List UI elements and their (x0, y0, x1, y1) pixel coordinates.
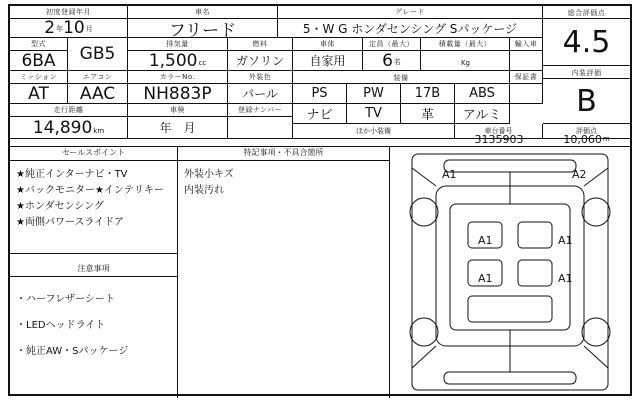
damage-mark: A1 (478, 234, 493, 247)
field-seats (363, 38, 421, 71)
label-mileage: 走行距離 (10, 104, 127, 117)
notes-title: 注意事項 (10, 254, 177, 277)
value-warranty (510, 84, 542, 103)
equip-tire: 17B (401, 84, 455, 104)
field-hoka (293, 124, 455, 139)
damage-mark: A1 (558, 234, 573, 247)
label-registration-date: 初度登録年月 (10, 6, 127, 19)
sheet-frame (8, 4, 632, 396)
field-color-code (128, 71, 228, 104)
sales-point-item: ★バックモニター★インテリキー (16, 185, 164, 196)
label-shorui: 評価点 (576, 127, 597, 135)
value-total-score: 4.5 (543, 19, 630, 66)
damage-mark: A1 (558, 272, 573, 285)
label-car-name: 車名 (128, 6, 277, 19)
label-exterior-color: 外装色 (228, 71, 292, 84)
label-displacement: 排気量 (128, 38, 227, 51)
field-aircon (68, 71, 128, 104)
equip-alloy: アルミ (455, 104, 510, 124)
label-equipment: 装備 (393, 73, 409, 82)
field-displacement (128, 38, 228, 71)
field-type-code2 (68, 38, 128, 71)
label-aircon: エアコン (68, 71, 127, 84)
field-car-name (128, 6, 278, 41)
field-load (421, 38, 510, 71)
label-total-score-cell (543, 6, 630, 19)
value-interior-grade: B (543, 79, 630, 124)
value-color-code: NH883P (143, 83, 212, 104)
label-shaken: 車検 (128, 104, 227, 117)
value-shorui: 10,060 (563, 133, 602, 146)
equip-navi: ナビ (293, 104, 347, 124)
value-mileage: 14,890 (32, 117, 93, 138)
value-type-code2: GB5 (79, 44, 116, 64)
value-seats: 6 (382, 50, 393, 71)
sales-points-list (10, 161, 177, 237)
label-fuel: 燃料 (228, 38, 292, 51)
unit-year: 年 (56, 25, 64, 33)
field-regno (228, 104, 293, 139)
field-warranty (510, 71, 543, 104)
label-import: 輸入車 (510, 38, 542, 51)
equip-pw: PW (347, 84, 401, 104)
value-grade: 5・W G ホンダセンシング Sパッケージ (302, 21, 518, 36)
value-vin: 3135903 (474, 133, 524, 146)
equip-leather: 革 (401, 104, 455, 124)
unit-load: Kg (460, 59, 471, 67)
remarks-box (178, 146, 390, 398)
damage-mark: A1 (442, 168, 457, 181)
field-grade (278, 6, 543, 38)
sales-points-title: セールスポイント (10, 146, 177, 161)
value-shaken: 年 月 (159, 121, 196, 135)
field-mileage (10, 104, 128, 139)
label-hoka: ほか小装備 (356, 127, 391, 135)
sales-point-item: ★ホンダセンシング (16, 201, 104, 212)
note-item: ・ハーフレザーシート (16, 294, 115, 305)
unit-month: 月 (85, 25, 93, 33)
field-import (510, 38, 543, 71)
sales-point-item: ★純正インターナビ・TV (16, 169, 128, 180)
label-warranty: 保証書 (510, 71, 542, 84)
label-vin: 車台番号 (484, 127, 513, 135)
label-regno: 登録ナンバー (228, 104, 292, 117)
note-item: ・純正AW・Sパッケージ (16, 346, 129, 357)
equip-abs: ABS (455, 84, 510, 104)
notes-box (10, 254, 178, 398)
label-interior-grade: 内装評価 (571, 68, 602, 77)
label-interior-grade-cell (543, 66, 630, 79)
field-exterior-color (228, 71, 293, 104)
sales-points-box (10, 146, 178, 254)
label-seats: 定員（最大） (363, 38, 420, 51)
label-equipment-cell (293, 71, 510, 84)
damage-diagram (390, 146, 630, 398)
remarks-list (178, 161, 389, 205)
unit-seats: 名 (393, 58, 401, 66)
value-import (510, 51, 542, 70)
field-fuel (228, 38, 293, 71)
value-car-name: フリード (168, 20, 237, 41)
notes-list (10, 277, 177, 371)
value-displacement: 1,500 (148, 50, 198, 71)
remarks-title: 特記事項・不具合箇所 (178, 146, 389, 161)
value-type-code: 6BA (21, 50, 56, 71)
field-type-code (10, 38, 68, 71)
label-total-score: 総合評価点 (567, 8, 606, 17)
field-registration-date (10, 6, 128, 38)
label-color-code: カラーNo. (128, 71, 227, 84)
car-outline-svg (390, 146, 630, 398)
label-grade: グレード (278, 6, 542, 19)
sales-point-item: ★両側パワースライドア (16, 217, 124, 228)
unit-shorui: m (602, 135, 610, 143)
unit-mileage: km (93, 127, 105, 135)
remark-item: 内装汚れ (184, 185, 224, 196)
field-use (293, 38, 363, 71)
value-regno (228, 117, 292, 138)
value-use: 自家用 (309, 54, 346, 68)
value-reg-year: 2 (44, 18, 56, 38)
value-reg-month: 10 (63, 18, 85, 38)
value-fuel: ガソリン (235, 54, 284, 68)
damage-mark: A2 (572, 168, 587, 181)
field-mission (10, 71, 68, 104)
equip-ps: PS (293, 84, 347, 104)
label-mission: ミッション (10, 71, 67, 84)
unit-displacement: cc (198, 59, 207, 67)
note-item: ・LEDヘッドライト (16, 320, 106, 331)
damage-mark: A1 (478, 272, 493, 285)
label-use: 車体 (293, 38, 362, 51)
equip-tv: TV (347, 104, 401, 124)
label-load: 積載量（最大） (421, 38, 509, 51)
field-shaken (128, 104, 228, 139)
label-type-code: 型式 (10, 38, 67, 51)
value-aircon: AAC (79, 83, 116, 104)
value-exterior-color: パール (242, 87, 278, 101)
remark-item: 外装小キズ (184, 169, 234, 180)
value-mission: AT (28, 83, 49, 104)
